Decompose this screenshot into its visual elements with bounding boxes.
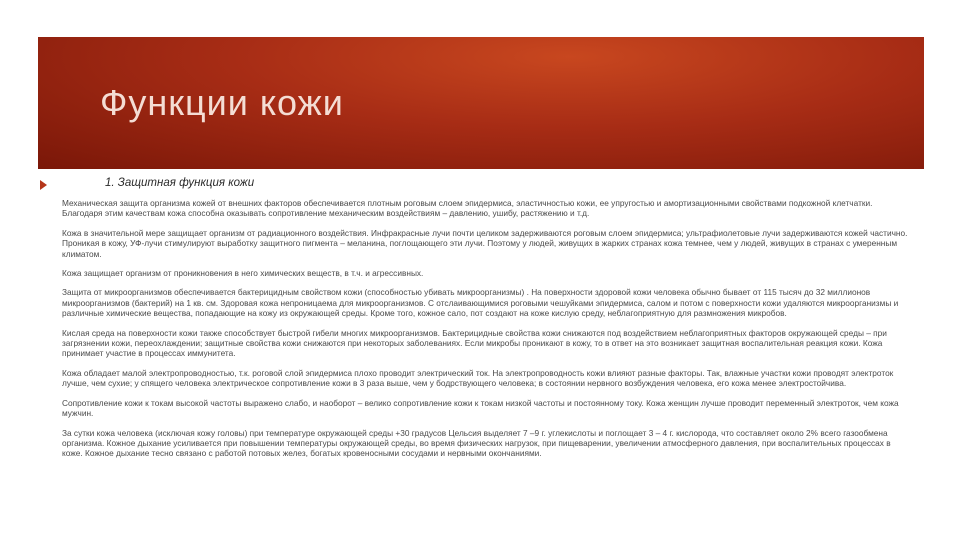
triangle-bullet-icon [40,180,47,190]
paragraph-acid-environment: Кислая среда на поверхности кожи также способствует быстрой гибели многих микроорганизмов. Бактерицидные свойства кожи снижаются под воздействием неблагоприятных факторов окружающей среды – при загрязнении кожи, переохлаждении; защитные свойства кожи снижаются при некоторых заболеваниях. Если микробы проникают в кожу, то в ответ на это возникает защитная воспалительная реакция кожи. Кожа принимает участие в процессах иммунитета. [62,327,887,359]
paragraph-chemical-protection: Кожа защищает организм от проникновения в него химических веществ, в т.ч. и агрессивных. [62,268,424,279]
paragraph-radiation-protection: Кожа в значительной мере защищает организм от радиационного воздействия. Инфракрасные лучи почти целиком задерживаются роговым слоем эпидермиса; ультрафиолетовые лучи задерживаются кожей частично. Проникая в кожу, УФ-лучи стимулируют выработку защитного пигмента – меланина, поглощающего эти лучи. Поэтому у людей, живущих в жарких странах кожа темнее, чем у людей, живущих в странах с умеренным климатом. [62,227,908,259]
bullet [40,177,47,193]
paragraph-mechanical-protection: Механическая защита организма кожей от внешних факторов обеспечивается плотным роговым слоем эпидермиса, эластичностью кожи, ее упругостью и амортизационными свойствами подкожной клетчатки. Благодаря этим качествам кожа способна оказывать сопротивление механическим воздействиям – давлению, ушибу, растяжению и т.д. [62,198,873,219]
slide-title: Функции кожи [100,82,344,123]
paragraph-current-resistance: Сопротивление кожи к токам высокой частоты выражено слабо, и наоборот – велико сопротивление кожи к токам низкой частоты и постоянному току. Кожа женщин лучше проводит переменный электроток, чем кожа мужчин. [62,397,899,419]
paragraph-electroconductivity: Кожа обладает малой электропроводностью, т.к. роговой слой эпидермиса плохо проводит электрический ток. На электропроводность кожи влияют разные факторы. Так, влажные участки кожи проводят электроток лучше, чем сухие; у спящего человека электрическое сопротивление кожи в 3 раза выше, чем у бодрствующего человека; в состоянии нервного возбуждения человека, его кожа менее электростойчива. [62,367,894,389]
paragraph-microorganism-protection: Защита от микроорганизмов обеспечивается бактерицидным свойством кожи (способностью убивать микроорганизмы) . На поверхности здоровой кожи человека обычно бывает от 115 тысяч до 32 миллионов микроорганизмов (бактерий) на 1 кв. см. Здоровая кожа непроницаема для микроорганизмов. С отслаивающимися роговыми чешуйками эпидермиса, салом и потом с поверхности кожи удаляются микроорганизмы и различные химические вещества, попадающие на кожу из окружающей среды. Кроме того, кожное сало, пот создают на коже кислую среду, неблагоприятную для размножения микробов. [62,287,899,319]
section-subheading: 1. Защитная функция кожи [105,177,255,189]
body-text [62,198,912,468]
paragraph-skin-respiration: За сутки кожа человека (исключая кожу головы) при температуре окружающей среды +30 градусов Цельсия выделяет 7 –9 г. углекислоты и поглощает 3 – 4 г. кислорода, что составляет около 2% всего газообмена организма. Кожное дыхание усиливается при повышении температуры окружающей среды, во время физических нагрузок, при пищеварении, увеличении атмосферного давления, при воспалительных процессах в коже. Кожное дыхание тесно связано с работой потовых желез, богатых кровеносными сосудами и нервными окончаниями. [62,427,891,459]
